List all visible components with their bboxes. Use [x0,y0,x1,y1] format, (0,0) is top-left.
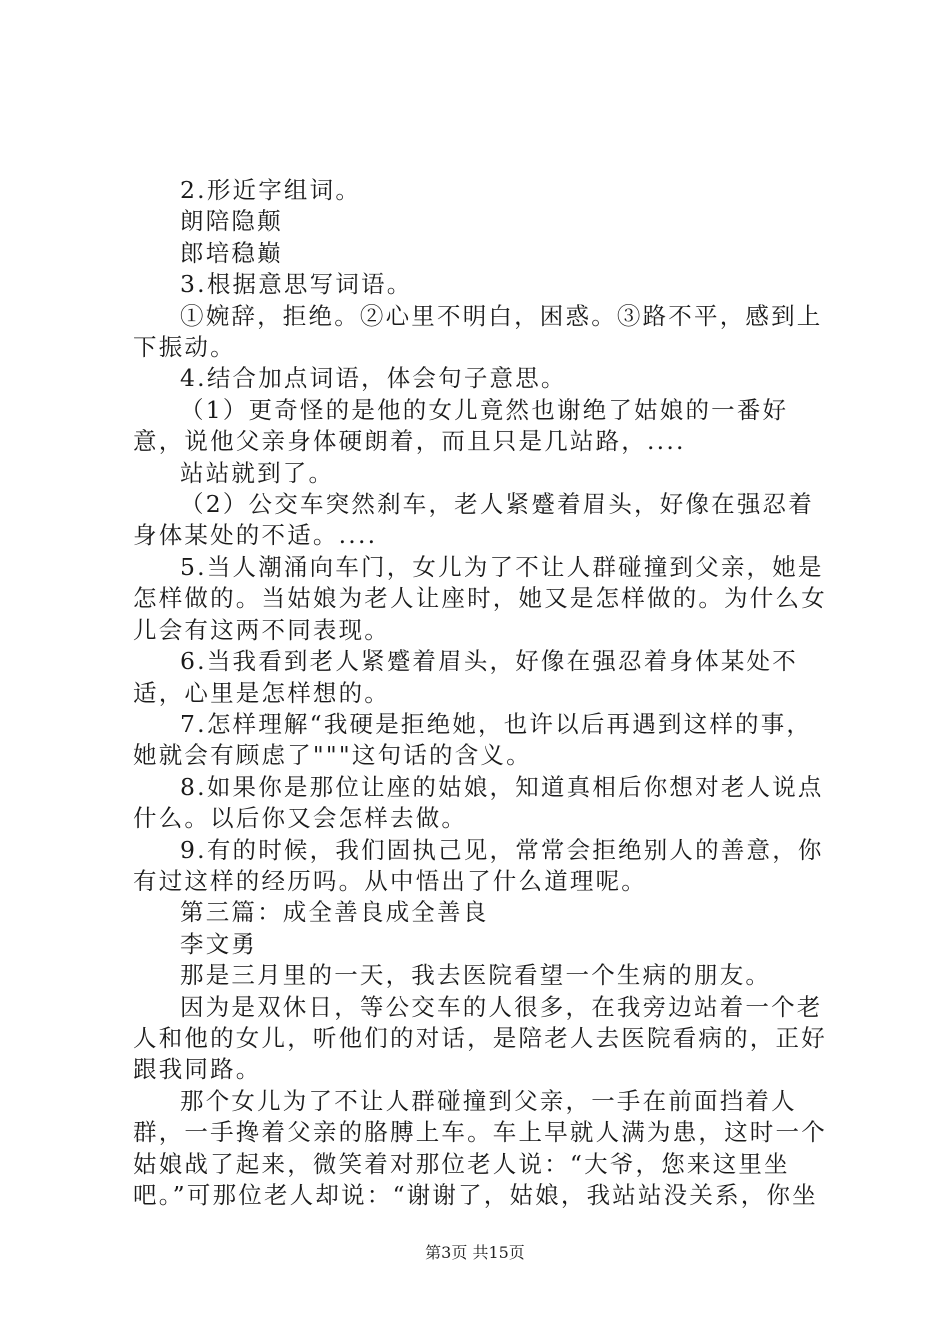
document-body [133,175,833,1211]
paragraph: 9.有的时候，我们固执己见，常常会拒绝别人的善意，你有过这样的经历吗。从中悟出了什么道理呢。 [133,835,824,895]
paragraph: 4.结合加点词语，体会句子意思。 [180,364,567,393]
paragraph: 郎培稳巅 [180,238,283,267]
paragraph: 朗陪隐颠 [180,207,283,236]
author-name: 李文勇 [180,929,258,958]
paragraph: （2）公交车突然刹车，老人紧蹙着眉头，好像在强忍着身体某处的不适。.... [133,490,814,550]
paragraph: ①婉辞，拒绝。②心里不明白，困惑。③路不平，感到上下振动。 [133,301,823,362]
paragraph: 5.当人潮涌向车门，女儿为了不让人群碰撞到父亲，她是怎样做的。当姑娘为老人让座时，她又是怎样做的。为什么女儿会有这两不同表现。 [133,552,827,644]
paragraph: 3.根据意思写词语。 [180,270,413,299]
paragraph: 6.当我看到老人紧蹙着眉头，好像在强忍着身体某处不适，心里是怎样想的。 [133,647,798,707]
page-footer: 第3页 共15页 [425,1243,525,1262]
paragraph: 站站就到了。 [180,458,335,487]
paragraph: 7.怎样理解“我硬是拒绝她，也许以后再遇到这样的事，她就会有顾虑了"""这句话的含义。 [133,709,813,770]
paragraph: 那是三月里的一天，我去医院看望一个生病的朋友。 [180,961,772,990]
paragraph: 8.如果你是那位让座的姑娘，知道真相后你想对老人说点什么。以后你又会怎样去做。 [133,772,824,833]
paragraph: 因为是双休日，等公交车的人很多，在我旁边站着一个老人和他的女儿，听他们的对话，是陪老人去医院看病的，正好跟我同路。 [133,992,827,1084]
paragraph: （1）更奇怪的是他的女儿竟然也谢绝了姑娘的一番好意，说他父亲身体硬朗着，而且只是几站路，.... [133,395,789,456]
paragraph: 那个女儿为了不让人群碰撞到父亲，一手在前面挡着人群，一手搀着父亲的胳膊上车。车上早就人满为患，这时一个姑娘战了起来，微笑着对那位老人说：“大爷，您来这里坐吧。”可那位老人却说：“谢谢了，姑娘，我站站没关系，你坐 [133,1086,827,1209]
paragraph: 2.形近字组词。 [180,176,362,204]
section-title: 第三篇：成全善良成全善良 [180,898,489,927]
